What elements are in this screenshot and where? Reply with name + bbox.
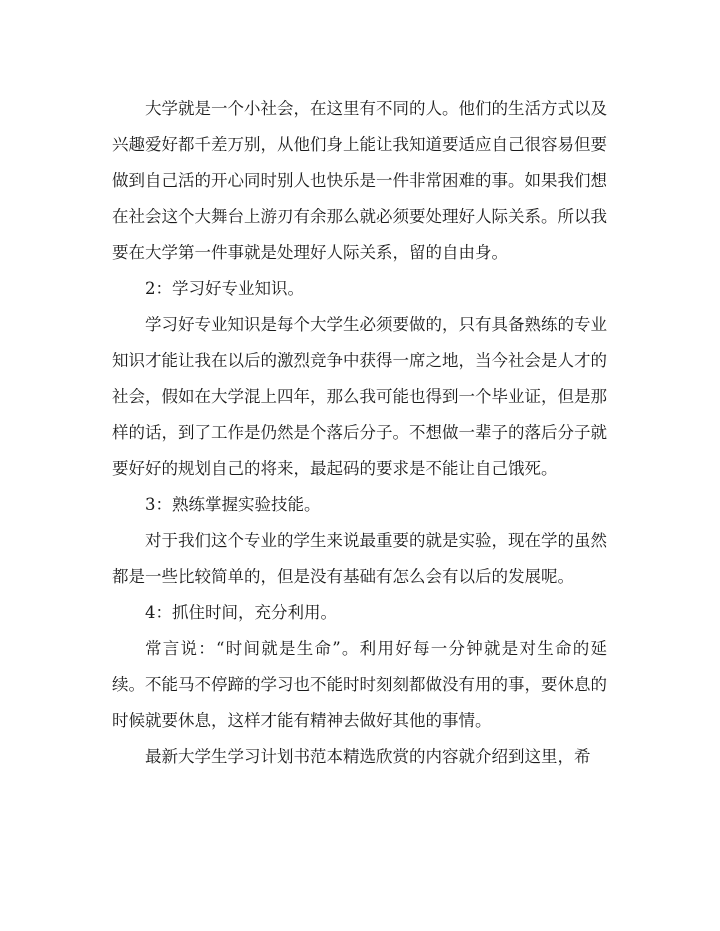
- paragraph-time-management: 常言说：“时间就是生命”。利用好每一分钟就是对生命的延续。不能马不停蹄的学习也不能时时刻刻都做没有用的事，要休息的时候就要休息，这样才能有精神去做好其他的事情。: [112, 639, 607, 730]
- paragraph-social-life: 大学就是一个小社会，在这里有不同的人。他们的生活方式以及兴趣爱好都千差万别，从他们身上能让我知道要适应自己很容易但要做到自己活的开心同时别人也快乐是一件非常困难的事。如果我们想在社会这个大舞台上游刃有余那么就必须要处理好人际关系。所以我要在大学第一件事就是处理好人际关系，留的自由身。: [112, 99, 607, 262]
- document-body: [112, 91, 607, 775]
- paragraph-lab-skills: 对于我们这个专业的学生来说最重要的就是实验，现在学的虽然都是一些比较简单的，但是没有基础有怎么会有以后的发展呢。: [112, 531, 607, 586]
- heading-professional-knowledge: 2：学习好专业知识。: [145, 279, 304, 298]
- paragraph-professional-knowledge: 学习好专业知识是每个大学生必须要做的，只有具备熟练的专业知识才能让我在以后的激烈竞争中获得一席之地，当今社会是人才的社会，假如在大学混上四年，那么我可能也得到一个毕业证，但是那样的话，到了工作是仍然是个落后分子。不想做一辈子的落后分子就要好好的规划自己的将来，最起码的要求是不能让自己饿死。: [112, 315, 607, 478]
- heading-lab-skills: 3：熟练掌握实验技能。: [145, 495, 321, 514]
- paragraph-closing: 最新大学生学习计划书范本精选欣赏的内容就介绍到这里，希: [145, 747, 591, 766]
- heading-time-management: 4：抓住时间，充分利用。: [145, 603, 337, 622]
